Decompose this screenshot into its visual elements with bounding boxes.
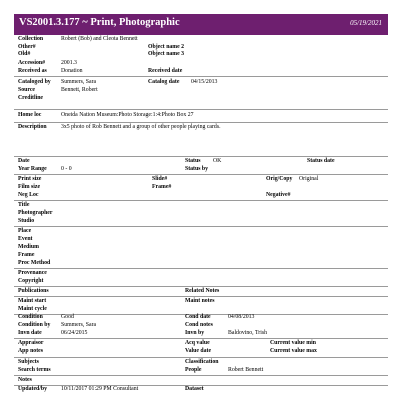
current-value-min-label: Current value min [270,340,316,346]
photographer-label: Photographer [18,210,53,216]
inventory-by-value: Baldovino, Trish [228,330,267,336]
title-label: Title [18,202,30,208]
updated-by-value: 10/11/2017 01:29 PM Consultant [61,386,139,392]
collection-label: Collection [18,36,44,42]
cond-date-value: 04/08/2013 [228,314,255,320]
frame-number-label: Frame# [152,184,172,190]
condition-value: Good [61,314,74,320]
source-value: Bennett, Robert [61,87,98,93]
received-date-label: Received date [148,68,183,74]
collection-value: Robert (Bob) and Cleota Bennett [61,36,138,42]
condition-label: Condition [18,314,43,320]
year-range-value: 0 - 0 [61,166,72,172]
divider [14,296,388,297]
negative-number-label: Negative# [266,192,291,198]
divider [14,226,388,227]
record-header [14,14,388,35]
acq-value-label: Acq value [185,340,210,346]
copyright-label: Copyright [18,278,44,284]
creditline-label: Creditline [18,95,44,101]
received-as-value: Donation [61,68,83,74]
maint-cycle-label: Maint cycle [18,306,47,312]
cataloged-by-label: Cataloged by [18,79,51,85]
condition-by-label: Condition by [18,322,51,328]
divider [14,76,388,77]
received-as-label: Received as [18,68,47,74]
description-label: Description [18,124,47,130]
cond-date-label: Cond date [185,314,211,320]
orig-copy-label: Orig/Copy [266,176,293,182]
event-label: Event [18,236,33,242]
related-notes-label: Related Notes [185,288,220,294]
value-date-label: Value date [185,348,212,354]
accession-value: 2001.3 [61,60,77,66]
catalog-date-value: 04/15/2013 [191,79,218,85]
dataset-label: Dataset [185,386,204,392]
slide-number-label: Slide# [152,176,168,182]
divider [14,174,388,175]
people-label: People [185,367,202,373]
place-label: Place [18,228,32,234]
frame-label: Frame [18,252,35,258]
updated-by-label: Updated/by [18,386,47,392]
cond-notes-label: Cond notes [185,322,213,328]
inventory-by-label: Invn by [185,330,205,336]
studio-label: Studio [18,218,35,224]
classification-label: Classification [185,359,219,365]
object-name-3-label: Object name 3 [148,51,185,57]
divider [14,286,388,287]
divider [14,338,388,339]
cataloged-by-value: Summers, Sara [61,79,97,85]
current-value-max-label: Current value max [270,348,317,354]
date-label: Date [18,158,30,164]
divider [14,375,388,376]
report-date: 05/19/2021 [350,19,382,27]
status-value: OK [213,158,222,164]
source-label: Source [18,87,35,93]
search-terms-label: Search terms [18,367,51,373]
divider [14,122,388,123]
print-size-label: Print size [18,176,42,182]
maint-notes-label: Maint notes [185,298,215,304]
proc-method-label: Proc Method [18,260,51,266]
old-number-label: Old# [18,51,31,57]
medium-label: Medium [18,244,39,250]
divider [14,156,388,157]
divider [14,357,388,358]
inventory-date-label: Invn date [18,330,42,336]
object-name-2-label: Object name 2 [148,44,185,50]
divider [14,200,388,201]
people-value: Robert Bennett [228,367,264,373]
year-range-label: Year Range [18,166,47,172]
divider [14,268,388,269]
other-number-label: Other# [18,44,36,50]
provenance-label: Provenance [18,270,47,276]
subjects-label: Subjects [18,359,39,365]
neg-loc-label: Neg Loc [18,192,39,198]
divider [14,109,388,110]
inventory-date-value: 06/24/2015 [61,330,88,336]
maint-start-label: Maint start [18,298,47,304]
catalog-date-label: Catalog date [148,79,180,85]
film-size-label: Film size [18,184,41,190]
notes-label: Notes [18,377,32,383]
home-location-value: Oneida Nation Museum:Photo Storage:1:4:Photo Box 27 [61,112,194,118]
publications-label: Publications [18,288,49,294]
status-date-label: Status date [307,158,335,164]
orig-copy-value: Original [299,176,319,182]
home-location-label: Home loc [18,112,42,118]
app-notes-label: App notes [18,348,43,354]
status-label: Status [185,158,201,164]
record-title: VS2001.3.177 ~ Print, Photographic [19,17,180,28]
condition-by-value: Summers, Sara [61,322,97,328]
status-by-label: Status by [185,166,209,172]
appraisor-label: Appraisor [18,340,44,346]
description-value: 3x5 photo of Rob Bennett and a group of other people playing cards. [61,124,221,130]
accession-label: Accession# [18,60,46,66]
